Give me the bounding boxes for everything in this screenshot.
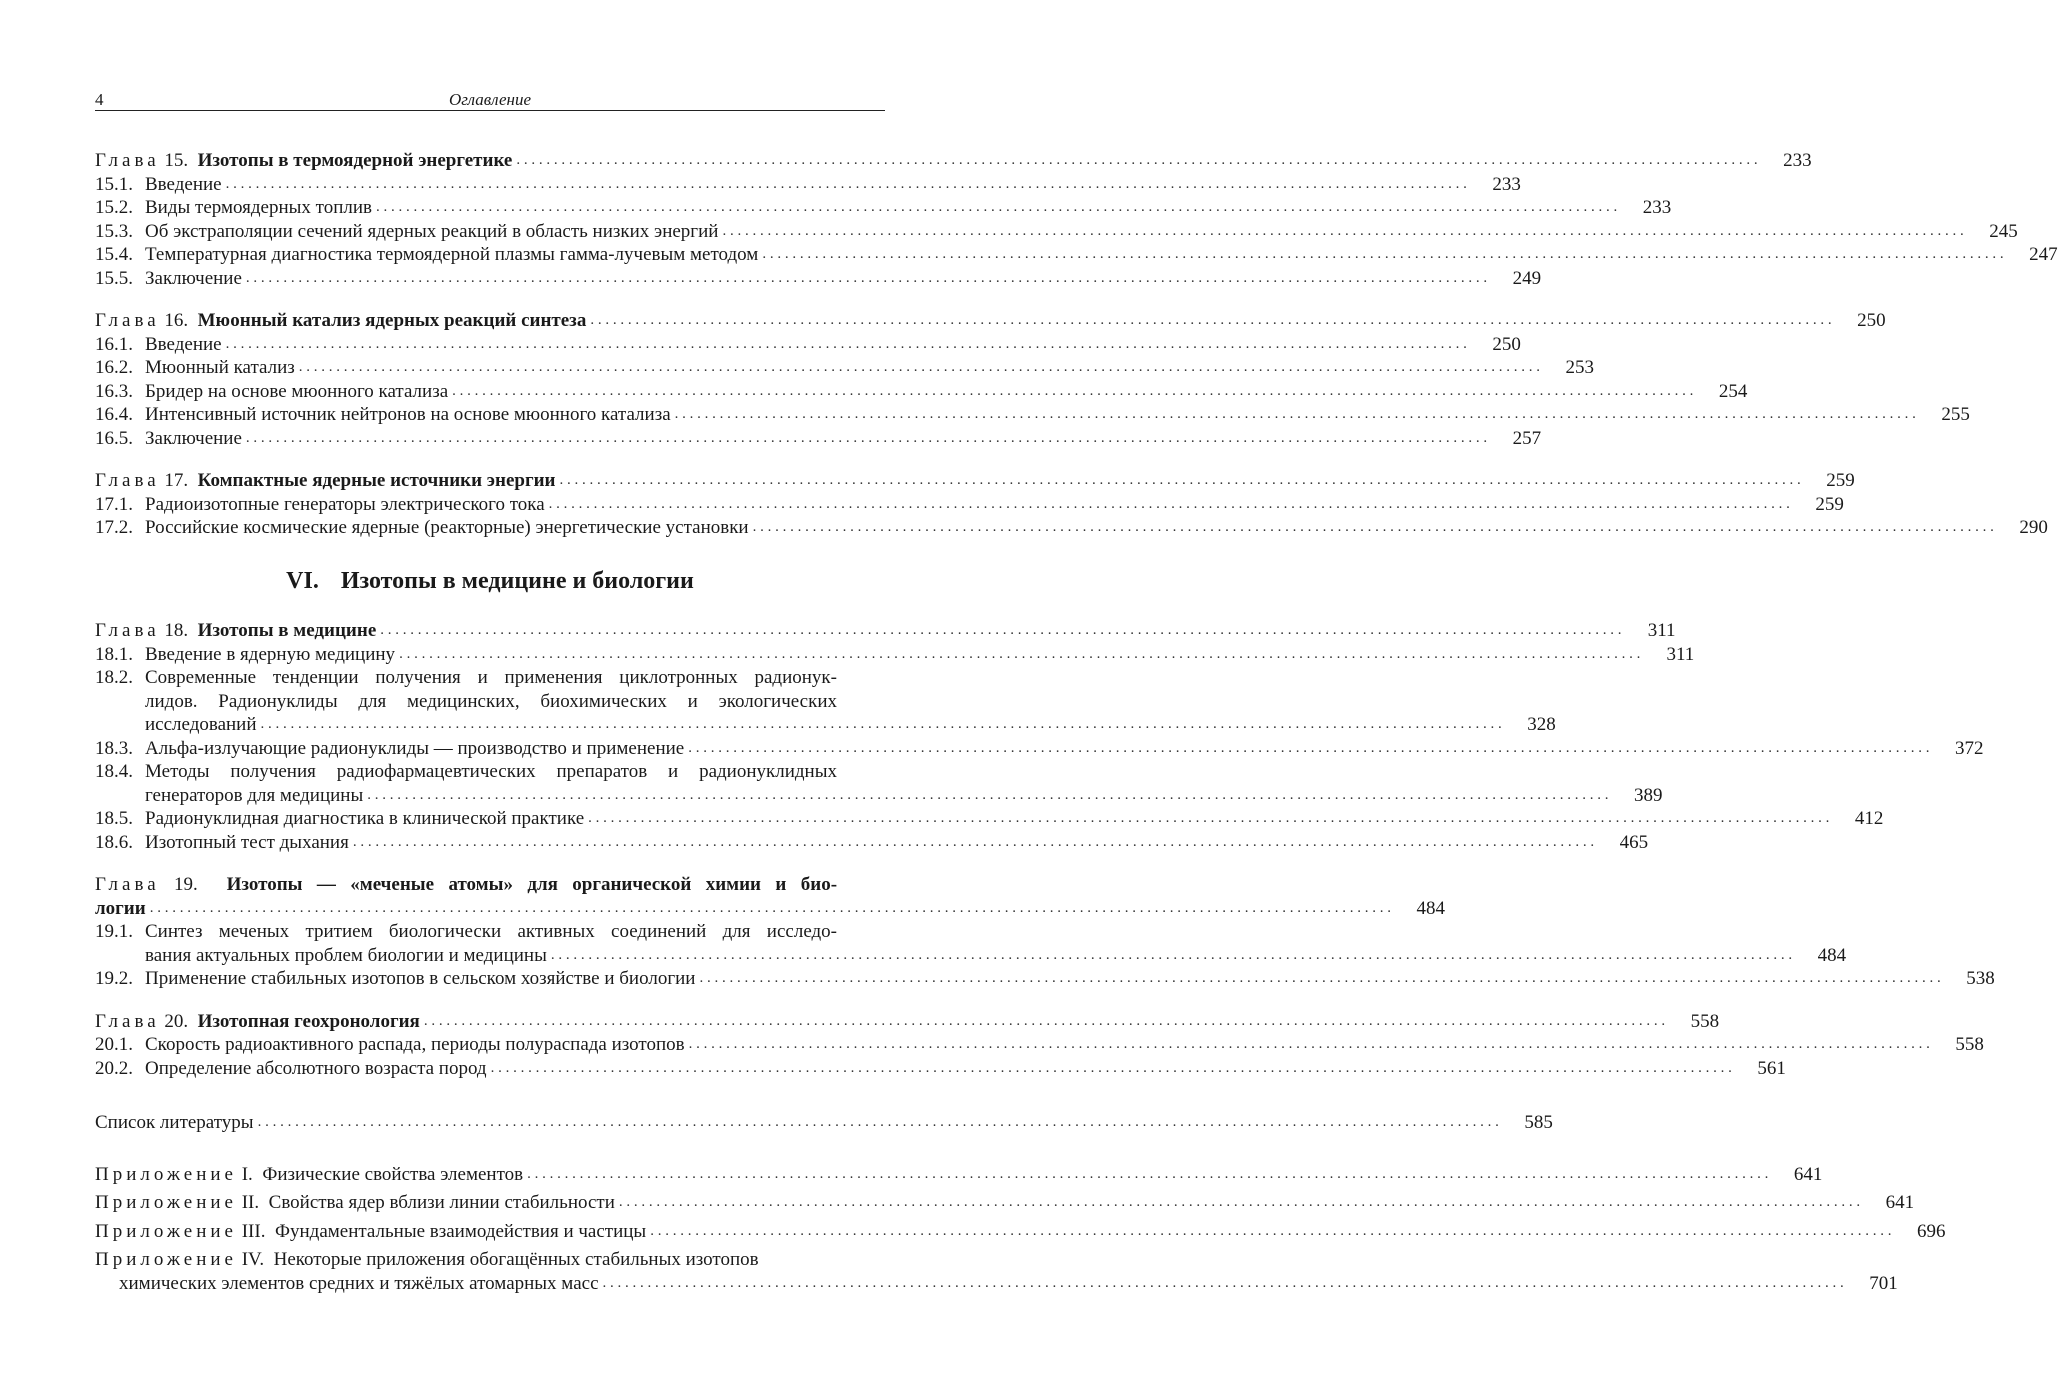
toc-entry[interactable] bbox=[95, 493, 1844, 517]
section-title: Применение стабильных изотопов в сельском хозяйстве и биологии bbox=[145, 968, 696, 989]
page-ref: 389 bbox=[1634, 784, 1663, 806]
section-number: 17.2. bbox=[95, 517, 133, 538]
chapter-title: Изотопы в термоядерной энергетике bbox=[197, 150, 513, 171]
page-ref: 233 bbox=[1783, 150, 1812, 171]
toc-entry[interactable] bbox=[95, 873, 885, 897]
section-title: Заключение bbox=[145, 267, 242, 289]
appendix-entry[interactable] bbox=[95, 1220, 1946, 1244]
running-title: Оглавление bbox=[448, 90, 532, 109]
toc-entry[interactable] bbox=[95, 243, 2058, 267]
chapter-word: Глава bbox=[95, 310, 160, 331]
chapter-word: Глава bbox=[95, 470, 160, 491]
section-title-line: Современные тенденции получения и применения циклотронных радионук- bbox=[145, 667, 837, 688]
page-ref: 253 bbox=[1565, 357, 1595, 378]
section-number: 20.1. bbox=[95, 1034, 133, 1055]
page-ref: 250 bbox=[1492, 333, 1521, 355]
chapter-word: Глава bbox=[95, 150, 160, 171]
chapter-title: Изотопная геохронология bbox=[197, 1010, 420, 1032]
section-title: Радиоизотопные генераторы электрического тока bbox=[145, 493, 545, 515]
appendix-entry[interactable] bbox=[95, 1191, 1915, 1215]
toc-entry[interactable] bbox=[95, 666, 1556, 737]
section-number: 16.2. bbox=[95, 357, 133, 378]
appendix-entry[interactable] bbox=[95, 1163, 1823, 1187]
toc-entry[interactable] bbox=[95, 267, 1542, 291]
appendix-title: Физические свойства элементов bbox=[262, 1163, 524, 1185]
page-ref: 233 bbox=[1492, 173, 1521, 195]
section-title: Бридер на основе мюонного катализа bbox=[145, 380, 449, 402]
toc-entry-cont[interactable] bbox=[95, 897, 1445, 921]
appendix-title: Фундаментальные взаимодействия и частицы bbox=[274, 1220, 647, 1242]
appendix-word: Приложение bbox=[95, 1163, 237, 1185]
toc-entry[interactable] bbox=[95, 737, 1984, 761]
chapter-title-line: логии bbox=[95, 897, 146, 919]
section-title: Скорость радиоактивного распада, периоды полураспада изотопов bbox=[145, 1034, 685, 1055]
toc-entry[interactable] bbox=[95, 309, 1886, 333]
section-title: Радионуклидная диагностика в клинической практике bbox=[145, 808, 585, 829]
section-title: Интенсивный источник нейтронов на основе мюонного катализа bbox=[145, 404, 671, 425]
section-number: 18.5. bbox=[95, 808, 133, 829]
section-number: 20.2. bbox=[95, 1057, 133, 1079]
toc-entry[interactable] bbox=[95, 516, 2048, 540]
page-ref: 250 bbox=[1857, 310, 1886, 331]
chapter-title: Изотопы в медицине bbox=[197, 620, 377, 641]
appendix-entry[interactable] bbox=[95, 1248, 1898, 1295]
running-header bbox=[95, 80, 885, 111]
page-ref: 484 bbox=[1416, 897, 1445, 919]
chapter-number: 17. bbox=[164, 470, 189, 491]
section-title-line: генераторов для медицины bbox=[145, 784, 364, 806]
appendix-number: II. bbox=[241, 1192, 260, 1213]
section-title-line: исследований bbox=[145, 714, 257, 735]
section-title: Определение абсолютного возраста пород bbox=[145, 1057, 487, 1079]
page-ref: 255 bbox=[1941, 404, 1970, 425]
chapter-number: 20. bbox=[164, 1010, 189, 1032]
page-ref: 585 bbox=[1524, 1112, 1553, 1133]
section-number: 17.1. bbox=[95, 493, 133, 515]
toc-entry[interactable] bbox=[95, 403, 1970, 427]
toc-entry[interactable] bbox=[95, 1057, 1786, 1081]
appendix-title-line: химических элементов средних и тяжёлых атомарных масс bbox=[119, 1272, 599, 1294]
page-ref: 254 bbox=[1718, 380, 1748, 402]
chapter-19[interactable] bbox=[95, 873, 1995, 991]
section-title-line: вания актуальных проблем биологии и медицины bbox=[145, 944, 547, 966]
chapters-15-17 bbox=[95, 149, 2058, 540]
section-number: 18.1. bbox=[95, 643, 133, 665]
page-ref: 249 bbox=[1512, 267, 1542, 289]
section-number: 16.5. bbox=[95, 427, 133, 449]
appendix-word: Приложение bbox=[95, 1192, 237, 1213]
appendix-title: Свойства ядер вблизи линии стабильности bbox=[268, 1192, 615, 1213]
page-ref: 701 bbox=[1869, 1272, 1898, 1294]
toc-entry[interactable] bbox=[95, 1010, 1720, 1034]
section-number: 16.4. bbox=[95, 404, 133, 425]
page-ref: 538 bbox=[1966, 968, 1995, 989]
toc-entry[interactable] bbox=[95, 220, 2018, 244]
section-title-line: лидов. Радионуклиды для медицинских, биохимических и экологических bbox=[145, 690, 837, 712]
section-number: 15.2. bbox=[95, 197, 133, 218]
page-ref: 696 bbox=[1916, 1220, 1946, 1242]
toc-entry[interactable] bbox=[95, 807, 1884, 831]
toc-entry[interactable] bbox=[95, 469, 1855, 493]
page-number: 4 bbox=[95, 90, 104, 109]
section-title: Альфа-излучающие радионуклиды — производство и применение bbox=[145, 737, 685, 759]
section-title-line: Синтез меченых тритием биологически активных соединений для исследо- bbox=[145, 921, 837, 942]
page-ref: 290 bbox=[2019, 517, 2048, 538]
page-ref: 561 bbox=[1757, 1057, 1786, 1079]
toc-entry[interactable] bbox=[95, 831, 1649, 855]
section-number: 15.3. bbox=[95, 220, 133, 242]
chapter-word: Глава bbox=[95, 620, 160, 641]
toc-entry[interactable] bbox=[95, 356, 1595, 380]
part-numeral: VI. bbox=[286, 567, 319, 594]
page-ref: 641 bbox=[1793, 1163, 1823, 1185]
page-ref: 311 bbox=[1647, 620, 1676, 641]
toc-entry[interactable] bbox=[95, 920, 1847, 967]
bibliography-title: Список литературы bbox=[95, 1112, 254, 1133]
section-title: Об экстраполяции сечений ядерных реакций в область низких энергий bbox=[145, 220, 719, 242]
page-ref: 641 bbox=[1885, 1192, 1915, 1213]
chapter-word: Глава bbox=[95, 1010, 160, 1032]
page-ref: 233 bbox=[1642, 197, 1672, 218]
appendix-line bbox=[95, 1248, 885, 1272]
page-ref: 372 bbox=[1954, 737, 1984, 759]
bibliography-entry[interactable] bbox=[95, 1111, 1553, 1135]
toc-entry[interactable] bbox=[95, 149, 1812, 173]
section-title: Введение в ядерную медицину bbox=[145, 643, 396, 665]
toc-entry[interactable] bbox=[95, 1033, 1984, 1057]
toc-page bbox=[95, 80, 2058, 1295]
page-ref: 484 bbox=[1817, 944, 1847, 966]
page-ref: 311 bbox=[1666, 643, 1695, 665]
section-title: Введение bbox=[145, 173, 222, 195]
chapter-number: 19. bbox=[174, 874, 198, 895]
chapter-title: Мюонный катализ ядерных реакций синтеза bbox=[197, 310, 587, 331]
section-title: Заключение bbox=[145, 427, 242, 449]
page-ref: 259 bbox=[1815, 493, 1844, 515]
section-number: 18.6. bbox=[95, 831, 133, 853]
section-number: 19.1. bbox=[95, 921, 133, 942]
section-title: Мюонный катализ bbox=[145, 357, 295, 378]
toc-entry[interactable] bbox=[95, 967, 1995, 991]
appendix-number: IV. bbox=[241, 1249, 265, 1270]
page-ref: 257 bbox=[1512, 427, 1542, 449]
part-title: Изотопы в медицине и биологии bbox=[340, 567, 694, 594]
appendix-title-line: Некоторые приложения обогащённых стабильных изотопов bbox=[273, 1249, 759, 1270]
chapter-17[interactable] bbox=[95, 469, 2048, 540]
page-ref: 465 bbox=[1619, 831, 1649, 853]
chapter-number: 18. bbox=[164, 620, 189, 641]
chapter-title: Компактные ядерные источники энергии bbox=[197, 470, 556, 491]
chapter-title-line: Изотопы — «меченые атомы» для органической химии и био- bbox=[226, 874, 838, 895]
toc-entry[interactable] bbox=[95, 196, 1672, 220]
toc-entry[interactable] bbox=[95, 427, 1542, 451]
toc-entry[interactable] bbox=[95, 380, 1748, 404]
section-number: 18.3. bbox=[95, 737, 133, 759]
chapter-15[interactable] bbox=[95, 149, 2058, 290]
toc-entry[interactable] bbox=[95, 760, 1663, 807]
page-ref: 558 bbox=[1690, 1010, 1720, 1032]
part-heading bbox=[95, 567, 885, 594]
toc-entry[interactable] bbox=[95, 643, 1695, 667]
chapter-18[interactable] bbox=[95, 619, 1984, 854]
section-number: 15.1. bbox=[95, 173, 133, 195]
section-title: Изотопный тест дыхания bbox=[145, 831, 349, 853]
section-number: 18.4. bbox=[95, 761, 133, 782]
section-number: 15.5. bbox=[95, 267, 133, 289]
appendix-word: Приложение bbox=[95, 1220, 237, 1242]
chapter-number: 16. bbox=[164, 310, 189, 331]
section-title: Виды термоядерных топлив bbox=[145, 197, 372, 218]
chapter-word: Глава bbox=[95, 874, 160, 895]
section-title: Температурная диагностика термоядерной плазмы гамма-лучевым методом bbox=[145, 244, 759, 265]
section-number: 16.1. bbox=[95, 333, 133, 355]
appendix-number: I. bbox=[241, 1163, 253, 1185]
page-ref: 245 bbox=[1989, 220, 2018, 242]
chapter-number: 15. bbox=[164, 150, 189, 171]
page-ref: 558 bbox=[1955, 1034, 1984, 1055]
section-number: 18.2. bbox=[95, 667, 133, 688]
toc-entry[interactable] bbox=[95, 333, 1521, 357]
section-number: 15.4. bbox=[95, 244, 133, 265]
section-number: 19.2. bbox=[95, 968, 133, 989]
page-ref: 412 bbox=[1854, 808, 1884, 829]
appendix-word: Приложение bbox=[95, 1249, 237, 1270]
toc-entry[interactable] bbox=[95, 619, 1676, 643]
page-ref: 247 bbox=[2029, 244, 2058, 265]
chapter-16[interactable] bbox=[95, 309, 1970, 450]
toc-entry[interactable] bbox=[95, 173, 1521, 197]
section-title: Российские космические ядерные (реакторные) энергетические установки bbox=[145, 517, 749, 538]
chapter-20[interactable] bbox=[95, 1010, 1984, 1081]
page-ref: 328 bbox=[1527, 714, 1556, 735]
section-number: 16.3. bbox=[95, 380, 133, 402]
section-title: Введение bbox=[145, 333, 222, 355]
appendix-number: III. bbox=[241, 1220, 266, 1242]
appendices-list bbox=[95, 1163, 1946, 1244]
page-ref: 259 bbox=[1826, 470, 1855, 491]
table-of-contents bbox=[95, 149, 2058, 1295]
section-title-line: Методы получения радиофармацевтических препаратов и радионуклидных bbox=[145, 761, 837, 782]
